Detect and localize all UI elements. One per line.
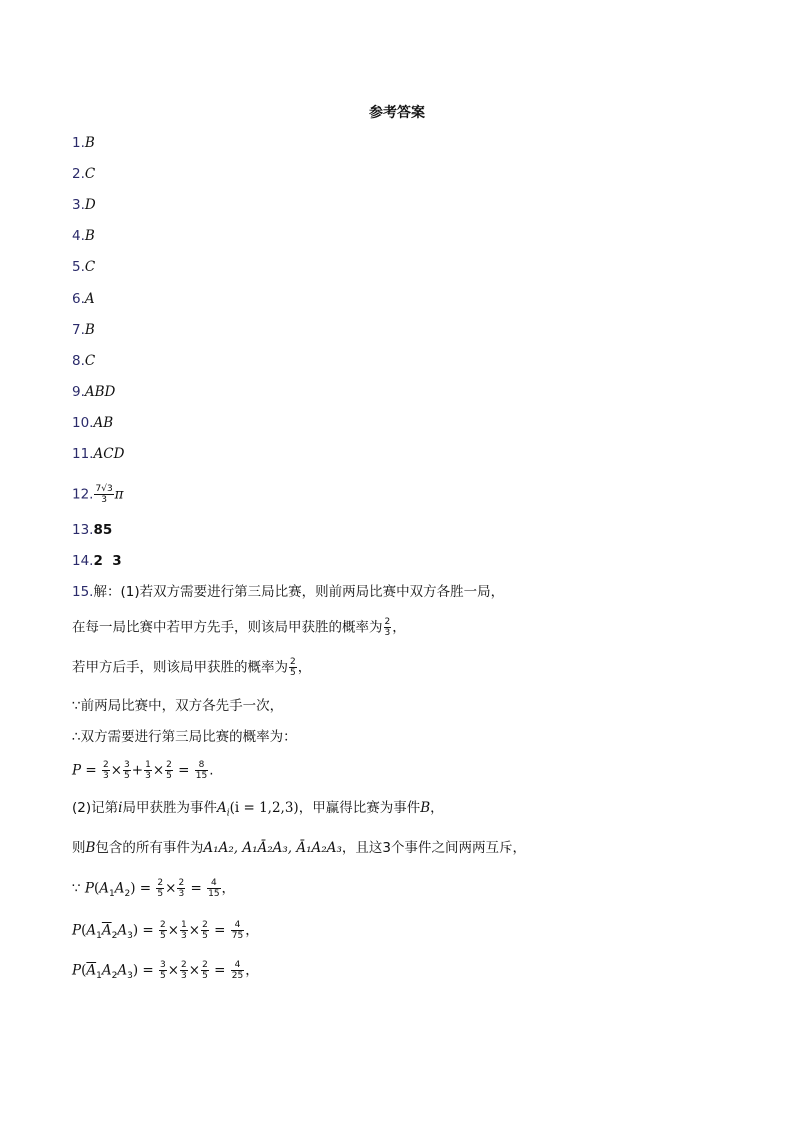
fraction-denominator: 5 xyxy=(202,931,208,941)
fraction xyxy=(180,920,188,941)
fraction xyxy=(195,760,208,781)
answer-11 xyxy=(72,444,124,464)
page-title: 参考答案 xyxy=(369,105,425,121)
variable-i: i xyxy=(118,800,123,816)
solution-text: (2)记第 xyxy=(72,800,119,816)
answer-number: 5. xyxy=(72,259,85,275)
answer-14 xyxy=(72,551,122,571)
solution-text: ，且这3个事件之间两两互斥， xyxy=(341,840,526,856)
fraction-numerator: 2 xyxy=(166,760,172,770)
pi-symbol: π xyxy=(114,486,124,503)
answer-number: 13. xyxy=(72,522,94,538)
answer-13 xyxy=(72,520,112,540)
fraction-numerator: 4 xyxy=(207,878,220,889)
fraction-numerator: 3 xyxy=(160,960,166,970)
q15-line-3: 若甲方后手，则该局甲获胜的概率为 $\frac{2}{5}$ ， xyxy=(72,657,312,678)
q15-line-9: ∵ $P(A_1A_2)$ = $\frac{2}{5}$ × $\frac{2}{3}$ = $\frac{4}{15}$ ， xyxy=(72,878,236,900)
fraction-numerator: 3 xyxy=(124,760,130,770)
answer-value: 2 3 xyxy=(93,553,122,569)
q15-line-1 xyxy=(72,582,504,602)
fraction xyxy=(180,960,188,981)
q15-line-10: $P(A_1\overline{A}_2A_3)$ = $\frac{2}{5}$ × $\frac{1}{3}$ × $\frac{2}{5}$ = $\frac{4}{75}$ ， xyxy=(72,920,259,942)
fraction-denominator: 3 xyxy=(101,495,107,505)
fraction-denominator: 15 xyxy=(208,889,220,899)
answer-12 xyxy=(72,484,124,505)
answer-number: 1. xyxy=(72,135,85,151)
fraction-numerator: 2 xyxy=(290,657,296,667)
answer-7 xyxy=(72,320,95,340)
answer-3 xyxy=(72,195,96,215)
fraction-numerator: 7√3 xyxy=(95,484,113,494)
solution-text: ，甲赢得比赛为事件 xyxy=(298,800,421,816)
answer-value: ABD xyxy=(84,384,116,400)
fraction xyxy=(384,617,392,638)
fraction xyxy=(159,960,167,981)
answer-value: AB xyxy=(93,415,114,431)
answer-9 xyxy=(72,382,115,402)
fraction xyxy=(201,920,209,941)
fraction-denominator: 5 xyxy=(166,771,172,781)
answer-number: 14. xyxy=(72,553,94,569)
fraction-numerator: 8 xyxy=(195,760,208,771)
q15-line-7 xyxy=(72,798,444,824)
answer-number: 15. xyxy=(72,584,94,600)
answer-value: A xyxy=(84,291,95,307)
event-list: A₁A₂, A₁Ā₂A₃, Ā₁A₂A₃ xyxy=(203,840,342,856)
q15-line-4 xyxy=(72,696,283,716)
answer-4 xyxy=(72,226,95,246)
fraction xyxy=(289,657,297,678)
variable-b: B xyxy=(85,840,96,856)
fraction-denominator: 3 xyxy=(103,771,109,781)
variable-b: B xyxy=(420,800,431,816)
fraction-denominator: 5 xyxy=(160,971,166,981)
solution-text: 解：(1)若双方需要进行第三局比赛，则前两局比赛中双方各胜一局， xyxy=(93,584,505,600)
solution-text: 则 xyxy=(72,840,86,856)
solution-text: 若甲方后手，则该局甲获胜的概率为 xyxy=(72,659,288,676)
answer-number: 12. xyxy=(72,486,94,503)
fraction-denominator: 15 xyxy=(195,771,208,781)
fraction-numerator: 4 xyxy=(231,960,244,971)
condition: (i = 1,2,3) xyxy=(229,800,299,816)
fraction-denominator: 5 xyxy=(290,668,296,678)
answer-number: 6. xyxy=(72,291,85,307)
variable-a: A xyxy=(216,800,227,816)
fraction xyxy=(156,878,164,899)
fraction-numerator: 2 xyxy=(178,878,185,888)
fraction xyxy=(123,760,131,781)
q15-line-2: 在每一局比赛中若甲方先手，则该局甲获胜的概率为 $\frac{2}{3}$ ， xyxy=(72,617,406,638)
answer-number: 2. xyxy=(72,166,85,182)
fraction-denominator: 75 xyxy=(231,931,244,941)
fraction-numerator: 1 xyxy=(145,760,151,770)
fraction-numerator: 2 xyxy=(384,617,391,627)
fraction-denominator: 3 xyxy=(145,771,151,781)
fraction-denominator: 3 xyxy=(178,889,185,899)
fraction xyxy=(231,960,244,981)
answer-number: 9. xyxy=(72,384,85,400)
fraction-numerator: 2 xyxy=(202,920,208,930)
answer-value: C xyxy=(84,259,96,275)
answer-value: B xyxy=(84,228,95,244)
answer-8 xyxy=(72,351,95,371)
fraction-numerator: 2 xyxy=(157,878,164,888)
fraction-denominator: 3 xyxy=(181,931,187,941)
fraction xyxy=(165,760,173,781)
fraction xyxy=(177,878,185,899)
fraction-numerator: 2 xyxy=(181,960,187,970)
fraction xyxy=(94,484,113,505)
answer-value: B xyxy=(84,135,95,151)
answer-number: 3. xyxy=(72,197,85,213)
fraction xyxy=(144,760,152,781)
answer-number: 4. xyxy=(72,228,85,244)
fraction-denominator: 3 xyxy=(181,971,187,981)
answer-number: 11. xyxy=(72,446,94,462)
answer-value: ACD xyxy=(93,446,125,462)
q15-line-8 xyxy=(72,838,526,858)
fraction-numerator: 2 xyxy=(160,920,166,930)
fraction-numerator: 1 xyxy=(181,920,187,930)
solution-text: ∴双方需要进行第三局比赛的概率为： xyxy=(72,729,297,745)
because-symbol: ∵ xyxy=(72,880,81,897)
fraction xyxy=(201,960,209,981)
solution-text: ∵前两局比赛中，双方各先手一次， xyxy=(72,698,284,714)
fraction-denominator: 5 xyxy=(160,931,166,941)
fraction-numerator: 2 xyxy=(202,960,208,970)
answer-value: C xyxy=(84,166,96,182)
fraction-denominator: 5 xyxy=(202,971,208,981)
fraction-numerator: 4 xyxy=(231,920,244,931)
fraction xyxy=(102,760,110,781)
answer-1 xyxy=(72,133,95,153)
fraction-denominator: 5 xyxy=(157,889,164,899)
fraction-denominator: 5 xyxy=(124,771,130,781)
q15-line-6: P = $\frac{2}{3}$ × $\frac{3}{5}$ + $\frac{1}{3}$ × $\frac{2}{5}$ = $\frac{8}{15}$ . xyxy=(72,760,214,781)
fraction xyxy=(231,920,244,941)
answer-5 xyxy=(72,257,95,277)
q15-line-5 xyxy=(72,727,297,747)
q15-line-11: $P(\overline{A}_1A_2A_3)$ = $\frac{3}{5}$ × $\frac{2}{3}$ × $\frac{2}{5}$ = $\frac{4}{25}$ ， xyxy=(72,960,259,982)
answer-number: 10. xyxy=(72,415,94,431)
solution-text: ， xyxy=(430,800,444,816)
answer-10 xyxy=(72,413,113,433)
answer-value: C xyxy=(84,353,96,369)
solution-text: 在每一局比赛中若甲方先手，则该局甲获胜的概率为 xyxy=(72,619,383,636)
fraction-denominator: 25 xyxy=(231,971,244,981)
answer-number: 8. xyxy=(72,353,85,369)
variable-p: P xyxy=(72,762,82,779)
answer-6 xyxy=(72,289,95,309)
answer-2 xyxy=(72,164,95,184)
fraction xyxy=(207,878,220,899)
fraction-denominator: 3 xyxy=(384,628,391,638)
answer-value: B xyxy=(84,322,95,338)
answer-number: 7. xyxy=(72,322,85,338)
fraction xyxy=(159,920,167,941)
solution-text: 局甲获胜为事件 xyxy=(122,800,217,816)
answer-value: 85 xyxy=(93,522,113,538)
answer-value: D xyxy=(84,197,96,213)
fraction-numerator: 2 xyxy=(103,760,109,770)
subscript: i xyxy=(226,808,230,819)
solution-text: 包含的所有事件为 xyxy=(95,840,204,856)
